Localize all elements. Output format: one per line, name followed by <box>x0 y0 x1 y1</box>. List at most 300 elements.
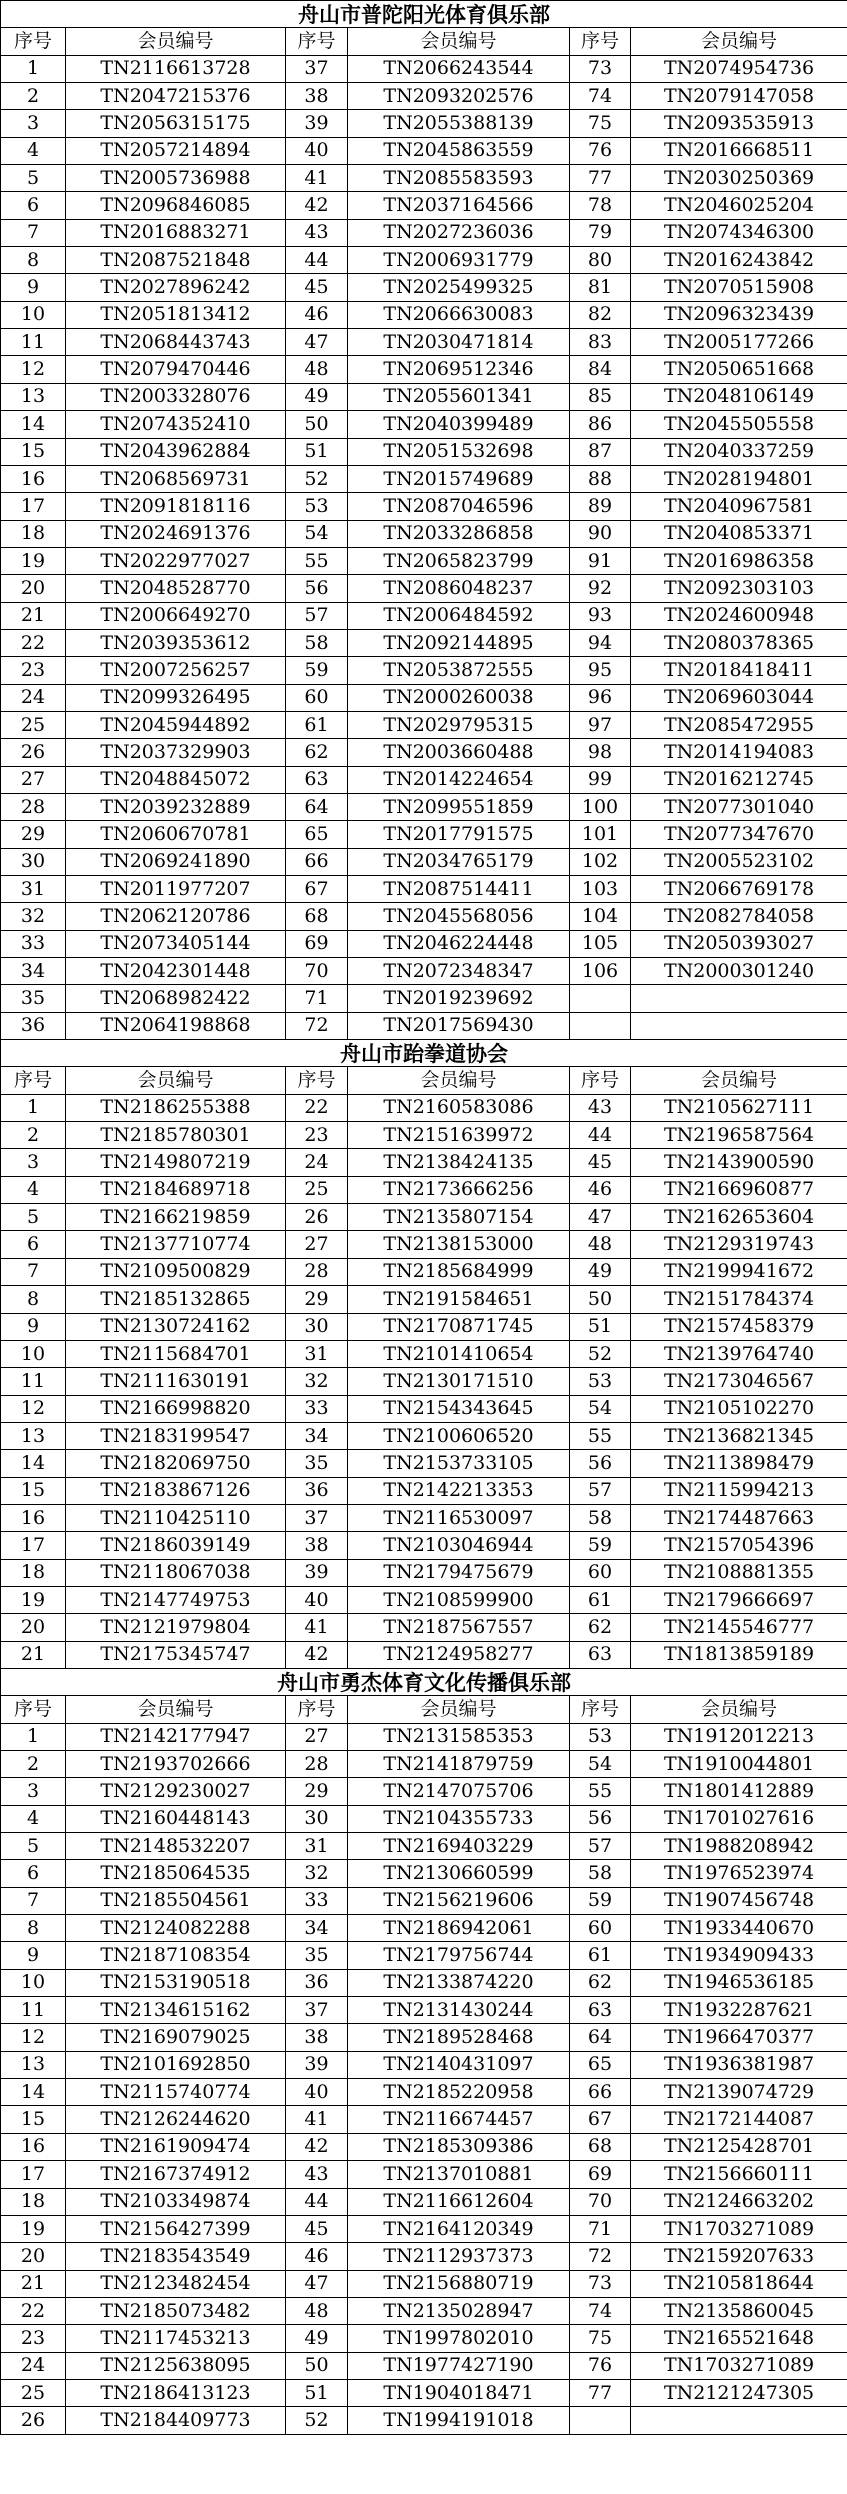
member-id-cell: TN2141879759 <box>348 1751 570 1778</box>
roster-body <box>1 1 847 2435</box>
member-id-cell: TN2025499325 <box>348 274 570 301</box>
serial-cell: 99 <box>570 766 631 793</box>
serial-cell: 15 <box>1 438 66 465</box>
serial-cell: 11 <box>1 1368 66 1395</box>
serial-cell: 1 <box>1 55 66 82</box>
member-id-cell: TN2123482454 <box>66 2270 286 2297</box>
serial-cell: 41 <box>286 1614 348 1641</box>
member-id-cell: TN2015749689 <box>348 465 570 492</box>
member-id-cell: TN2116674457 <box>348 2106 570 2133</box>
table-row <box>1 684 847 711</box>
table-row <box>1 1368 847 1395</box>
member-id-cell: TN2187567557 <box>348 1614 570 1641</box>
member-id-cell: TN2101692850 <box>66 2051 286 2078</box>
member-id-cell: TN2121979804 <box>66 1614 286 1641</box>
serial-cell: 40 <box>286 137 348 164</box>
serial-cell: 16 <box>1 2133 66 2160</box>
member-id-cell: TN2069241890 <box>66 848 286 875</box>
serial-cell: 92 <box>570 575 631 602</box>
serial-cell: 65 <box>286 821 348 848</box>
table-row <box>1 356 847 383</box>
column-header-serial: 序号 <box>286 1696 348 1723</box>
serial-cell: 59 <box>570 1887 631 1914</box>
serial-cell: 26 <box>1 2407 66 2434</box>
serial-cell: 14 <box>1 1450 66 1477</box>
serial-cell: 28 <box>286 1258 348 1285</box>
serial-cell: 82 <box>570 301 631 328</box>
table-row <box>1 1860 847 1887</box>
serial-cell: 12 <box>1 356 66 383</box>
serial-cell: 46 <box>286 301 348 328</box>
serial-cell: 66 <box>570 2079 631 2106</box>
serial-cell: 35 <box>286 1450 348 1477</box>
serial-cell: 5 <box>1 165 66 192</box>
serial-cell: 58 <box>570 1860 631 1887</box>
table-row <box>1 1504 847 1531</box>
table-row <box>1 2325 847 2352</box>
serial-cell: 6 <box>1 1860 66 1887</box>
member-id-cell: TN2003328076 <box>66 383 286 410</box>
member-id-cell: TN2149807219 <box>66 1149 286 1176</box>
header-row <box>1 1067 847 1094</box>
serial-cell: 22 <box>1 629 66 656</box>
serial-cell: 31 <box>286 1833 348 1860</box>
serial-cell: 13 <box>1 2051 66 2078</box>
serial-cell: 18 <box>1 2188 66 2215</box>
serial-cell: 34 <box>286 1422 348 1449</box>
member-id-cell: TN2159207633 <box>631 2243 847 2270</box>
member-id-cell: TN2139074729 <box>631 2079 847 2106</box>
serial-cell: 6 <box>1 192 66 219</box>
member-id-cell: TN2173666256 <box>348 1176 570 1203</box>
member-id-cell: TN2040399489 <box>348 411 570 438</box>
serial-cell: 50 <box>286 2352 348 2379</box>
serial-cell: 11 <box>1 329 66 356</box>
serial-cell: 2 <box>1 1751 66 1778</box>
member-id-cell: TN2085583593 <box>348 165 570 192</box>
serial-cell: 1 <box>1 1723 66 1750</box>
serial-cell: 66 <box>286 848 348 875</box>
member-id-cell: TN2080378365 <box>631 629 847 656</box>
member-id-cell: TN2011977207 <box>66 876 286 903</box>
member-id-cell: TN2172144087 <box>631 2106 847 2133</box>
serial-cell: 9 <box>1 1313 66 1340</box>
serial-cell: 55 <box>286 547 348 574</box>
member-id-cell: TN2103349874 <box>66 2188 286 2215</box>
serial-cell: 34 <box>1 958 66 985</box>
member-id-cell: TN2069512346 <box>348 356 570 383</box>
column-header-member-id: 会员编号 <box>348 28 570 55</box>
serial-cell: 42 <box>286 1641 348 1668</box>
member-id-cell: TN2153190518 <box>66 1969 286 1996</box>
table-row <box>1 2352 847 2379</box>
serial-cell: 19 <box>1 2215 66 2242</box>
serial-cell: 21 <box>1 2270 66 2297</box>
member-id-cell: TN2062120786 <box>66 903 286 930</box>
table-row <box>1 110 847 137</box>
serial-cell: 10 <box>1 301 66 328</box>
member-id-cell: TN2196587564 <box>631 1122 847 1149</box>
serial-cell: 20 <box>1 575 66 602</box>
serial-cell: 17 <box>1 1532 66 1559</box>
serial-cell: 38 <box>286 1532 348 1559</box>
column-header-member-id: 会员编号 <box>348 1067 570 1094</box>
serial-cell: 32 <box>286 1368 348 1395</box>
member-id-cell: TN2131430244 <box>348 1997 570 2024</box>
serial-cell: 94 <box>570 629 631 656</box>
member-id-cell: TN1936381987 <box>631 2051 847 2078</box>
table-row <box>1 1204 847 1231</box>
table-row <box>1 411 847 438</box>
member-id-cell: TN2051532698 <box>348 438 570 465</box>
table-row <box>1 1997 847 2024</box>
member-id-cell: TN2022977027 <box>66 547 286 574</box>
member-id-cell: TN2185684999 <box>348 1258 570 1285</box>
member-id-cell: TN2030250369 <box>631 165 847 192</box>
member-id-cell: TN1988208942 <box>631 1833 847 1860</box>
serial-cell: 25 <box>286 1176 348 1203</box>
serial-cell: 7 <box>1 1887 66 1914</box>
serial-cell: 42 <box>286 2133 348 2160</box>
member-id-cell: TN1977427190 <box>348 2352 570 2379</box>
serial-cell: 35 <box>286 1942 348 1969</box>
member-id-cell: TN2027236036 <box>348 219 570 246</box>
member-id-cell: TN2091818116 <box>66 493 286 520</box>
table-row <box>1 1969 847 1996</box>
serial-cell: 56 <box>570 1450 631 1477</box>
member-id-cell: TN2179756744 <box>348 1942 570 1969</box>
serial-cell: 33 <box>286 1395 348 1422</box>
serial-cell: 16 <box>1 1504 66 1531</box>
table-row <box>1 930 847 957</box>
column-header-serial: 序号 <box>286 28 348 55</box>
member-id-cell: TN2186255388 <box>66 1094 286 1121</box>
member-id-cell: TN2072348347 <box>348 958 570 985</box>
member-id-cell: TN2005736988 <box>66 165 286 192</box>
member-id-cell: TN2024600948 <box>631 602 847 629</box>
member-id-cell: TN2147749753 <box>66 1586 286 1613</box>
table-row <box>1 1395 847 1422</box>
serial-cell: 12 <box>1 2024 66 2051</box>
serial-cell: 27 <box>286 1231 348 1258</box>
section-title-row <box>1 1668 847 1695</box>
serial-cell: 76 <box>570 2352 631 2379</box>
serial-cell: 63 <box>570 1997 631 2024</box>
member-id-cell: TN2030471814 <box>348 329 570 356</box>
table-row <box>1 329 847 356</box>
serial-cell: 77 <box>570 2379 631 2406</box>
member-id-cell: TN2079470446 <box>66 356 286 383</box>
column-header-member-id: 会员编号 <box>66 28 286 55</box>
member-id-cell: TN1997802010 <box>348 2325 570 2352</box>
member-id-cell: TN2006484592 <box>348 602 570 629</box>
table-row <box>1 1586 847 1613</box>
serial-cell: 45 <box>286 2215 348 2242</box>
serial-cell: 47 <box>570 1204 631 1231</box>
member-id-cell: TN2099551859 <box>348 793 570 820</box>
serial-cell: 5 <box>1 1833 66 1860</box>
member-id-cell: TN2086048237 <box>348 575 570 602</box>
member-id-cell: TN2093535913 <box>631 110 847 137</box>
serial-cell: 52 <box>286 2407 348 2434</box>
table-row <box>1 1122 847 1149</box>
member-id-cell: TN2051813412 <box>66 301 286 328</box>
serial-cell: 13 <box>1 1422 66 1449</box>
serial-cell: 33 <box>1 930 66 957</box>
member-id-cell: TN2096846085 <box>66 192 286 219</box>
member-id-cell: TN2167374912 <box>66 2161 286 2188</box>
column-header-member-id: 会员编号 <box>348 1696 570 1723</box>
serial-cell: 15 <box>1 2106 66 2133</box>
serial-cell: 2 <box>1 1122 66 1149</box>
table-row <box>1 2297 847 2324</box>
section-title: 舟山市普陀阳光体育俱乐部 <box>1 1 847 28</box>
serial-cell: 21 <box>1 602 66 629</box>
member-id-cell: TN2105102270 <box>631 1395 847 1422</box>
serial-cell: 30 <box>286 1313 348 1340</box>
member-id-cell: TN2014194083 <box>631 739 847 766</box>
serial-cell: 64 <box>286 793 348 820</box>
serial-cell: 17 <box>1 493 66 520</box>
serial-cell: 38 <box>286 2024 348 2051</box>
member-id-cell: TN2125428701 <box>631 2133 847 2160</box>
member-id-cell: TN2166960877 <box>631 1176 847 1203</box>
serial-cell: 97 <box>570 711 631 738</box>
member-id-cell: TN2060670781 <box>66 821 286 848</box>
serial-cell: 29 <box>1 821 66 848</box>
column-header-member-id: 会员编号 <box>631 1696 847 1723</box>
member-id-cell: TN2174487663 <box>631 1504 847 1531</box>
serial-cell: 58 <box>286 629 348 656</box>
member-id-cell: TN2016883271 <box>66 219 286 246</box>
member-id-cell: TN2135807154 <box>348 1204 570 1231</box>
serial-cell: 55 <box>570 1422 631 1449</box>
member-id-cell <box>631 1012 847 1039</box>
column-header-serial: 序号 <box>570 1696 631 1723</box>
member-id-cell: TN2056315175 <box>66 110 286 137</box>
section-title: 舟山市跆拳道协会 <box>1 1040 847 1067</box>
member-id-cell: TN2129230027 <box>66 1778 286 1805</box>
serial-cell: 49 <box>570 1258 631 1285</box>
serial-cell: 75 <box>570 110 631 137</box>
table-row <box>1 1532 847 1559</box>
header-row <box>1 28 847 55</box>
member-id-cell: TN2140431097 <box>348 2051 570 2078</box>
serial-cell: 54 <box>570 1395 631 1422</box>
member-id-cell: TN2103046944 <box>348 1532 570 1559</box>
section-title-row <box>1 1040 847 1067</box>
serial-cell: 15 <box>1 1477 66 1504</box>
serial-cell: 39 <box>286 1559 348 1586</box>
member-id-cell: TN2101410654 <box>348 1340 570 1367</box>
serial-cell: 79 <box>570 219 631 246</box>
member-id-cell: TN2115740774 <box>66 2079 286 2106</box>
member-id-cell: TN2085472955 <box>631 711 847 738</box>
serial-cell: 93 <box>570 602 631 629</box>
member-id-cell: TN1703271089 <box>631 2352 847 2379</box>
table-row <box>1 575 847 602</box>
serial-cell: 17 <box>1 2161 66 2188</box>
serial-cell: 68 <box>570 2133 631 2160</box>
serial-cell: 38 <box>286 83 348 110</box>
table-row <box>1 1094 847 1121</box>
member-id-cell: TN2112937373 <box>348 2243 570 2270</box>
serial-cell: 35 <box>1 985 66 1012</box>
member-id-cell: TN2042301448 <box>66 958 286 985</box>
member-id-cell: TN2092303103 <box>631 575 847 602</box>
serial-cell: 41 <box>286 165 348 192</box>
serial-cell: 40 <box>286 2079 348 2106</box>
column-header-member-id: 会员编号 <box>66 1696 286 1723</box>
column-header-serial: 序号 <box>1 1696 66 1723</box>
serial-cell <box>570 1012 631 1039</box>
member-id-cell: TN2045863559 <box>348 137 570 164</box>
table-row <box>1 1887 847 1914</box>
table-row <box>1 2161 847 2188</box>
table-row <box>1 1778 847 1805</box>
member-id-cell: TN2037329903 <box>66 739 286 766</box>
member-id-cell: TN2005523102 <box>631 848 847 875</box>
serial-cell: 31 <box>286 1340 348 1367</box>
serial-cell: 103 <box>570 876 631 903</box>
member-id-cell: TN2185309386 <box>348 2133 570 2160</box>
member-id-cell: TN2070515908 <box>631 274 847 301</box>
member-id-cell: TN2045944892 <box>66 711 286 738</box>
serial-cell: 20 <box>1 1614 66 1641</box>
member-id-cell: TN2108881355 <box>631 1559 847 1586</box>
serial-cell: 36 <box>286 1969 348 1996</box>
member-id-cell: TN2137710774 <box>66 1231 286 1258</box>
table-row <box>1 629 847 656</box>
table-row <box>1 1477 847 1504</box>
member-id-cell: TN2000301240 <box>631 958 847 985</box>
member-id-cell: TN2074954736 <box>631 55 847 82</box>
column-header-serial: 序号 <box>570 1067 631 1094</box>
table-row <box>1 520 847 547</box>
serial-cell: 40 <box>286 1586 348 1613</box>
table-row <box>1 247 847 274</box>
serial-cell: 12 <box>1 1395 66 1422</box>
serial-cell: 61 <box>570 1586 631 1613</box>
member-id-cell: TN2137010881 <box>348 2161 570 2188</box>
serial-cell: 64 <box>570 2024 631 2051</box>
serial-cell: 4 <box>1 1805 66 1832</box>
member-id-cell: TN2105627111 <box>631 1094 847 1121</box>
member-id-cell: TN1933440670 <box>631 1915 847 1942</box>
serial-cell: 74 <box>570 83 631 110</box>
serial-cell: 3 <box>1 1778 66 1805</box>
member-id-cell <box>631 2407 847 2434</box>
member-id-cell: TN2050651668 <box>631 356 847 383</box>
serial-cell: 69 <box>286 930 348 957</box>
member-id-cell: TN2185220958 <box>348 2079 570 2106</box>
member-id-cell: TN2117453213 <box>66 2325 286 2352</box>
serial-cell: 50 <box>286 411 348 438</box>
member-id-cell: TN2057214894 <box>66 137 286 164</box>
serial-cell: 28 <box>1 793 66 820</box>
member-id-cell: TN2077347670 <box>631 821 847 848</box>
member-id-cell: TN2139764740 <box>631 1340 847 1367</box>
member-id-cell: TN2047215376 <box>66 83 286 110</box>
serial-cell: 25 <box>1 2379 66 2406</box>
member-id-cell: TN2024691376 <box>66 520 286 547</box>
serial-cell: 23 <box>1 2325 66 2352</box>
serial-cell: 8 <box>1 1915 66 1942</box>
member-id-cell: TN2068443743 <box>66 329 286 356</box>
member-id-cell: TN2116613728 <box>66 55 286 82</box>
serial-cell: 6 <box>1 1231 66 1258</box>
serial-cell: 44 <box>286 247 348 274</box>
member-id-cell: TN2133874220 <box>348 1969 570 1996</box>
serial-cell: 80 <box>570 247 631 274</box>
member-id-cell: TN2183867126 <box>66 1477 286 1504</box>
serial-cell: 53 <box>570 1368 631 1395</box>
serial-cell: 57 <box>286 602 348 629</box>
serial-cell: 71 <box>570 2215 631 2242</box>
serial-cell <box>570 985 631 1012</box>
member-id-cell: TN2186039149 <box>66 1532 286 1559</box>
serial-cell: 51 <box>286 2379 348 2406</box>
table-row <box>1 711 847 738</box>
member-id-cell: TN2165521648 <box>631 2325 847 2352</box>
serial-cell: 81 <box>570 274 631 301</box>
member-id-cell: TN2048845072 <box>66 766 286 793</box>
table-row <box>1 2079 847 2106</box>
serial-cell: 72 <box>570 2243 631 2270</box>
serial-cell: 32 <box>1 903 66 930</box>
member-id-cell: TN1912012213 <box>631 1723 847 1750</box>
table-row <box>1 165 847 192</box>
table-row <box>1 2270 847 2297</box>
table-row <box>1 383 847 410</box>
serial-cell: 60 <box>570 1915 631 1942</box>
member-id-cell: TN2066630083 <box>348 301 570 328</box>
serial-cell: 22 <box>1 2297 66 2324</box>
member-id-cell: TN2142177947 <box>66 1723 286 1750</box>
table-row <box>1 2215 847 2242</box>
serial-cell: 89 <box>570 493 631 520</box>
serial-cell: 19 <box>1 1586 66 1613</box>
member-id-cell: TN2161909474 <box>66 2133 286 2160</box>
table-row <box>1 1258 847 1285</box>
table-row <box>1 1313 847 1340</box>
member-id-cell: TN1966470377 <box>631 2024 847 2051</box>
table-row <box>1 2133 847 2160</box>
serial-cell: 26 <box>1 739 66 766</box>
serial-cell: 2 <box>1 83 66 110</box>
member-id-cell: TN2073405144 <box>66 930 286 957</box>
table-row <box>1 137 847 164</box>
member-id-cell: TN2185504561 <box>66 1887 286 1914</box>
serial-cell: 42 <box>286 192 348 219</box>
member-id-cell: TN2040337259 <box>631 438 847 465</box>
serial-cell: 54 <box>286 520 348 547</box>
serial-cell: 18 <box>1 520 66 547</box>
section-title-row <box>1 1 847 28</box>
member-id-cell: TN2048106149 <box>631 383 847 410</box>
serial-cell: 52 <box>286 465 348 492</box>
member-id-cell: TN2037164566 <box>348 192 570 219</box>
member-id-cell: TN2153733105 <box>348 1450 570 1477</box>
serial-cell: 51 <box>570 1313 631 1340</box>
member-id-cell: TN2125638095 <box>66 2352 286 2379</box>
table-row <box>1 438 847 465</box>
table-row <box>1 1833 847 1860</box>
serial-cell: 43 <box>570 1094 631 1121</box>
member-id-cell: TN2068982422 <box>66 985 286 1012</box>
member-id-cell: TN2014224654 <box>348 766 570 793</box>
serial-cell: 46 <box>570 1176 631 1203</box>
